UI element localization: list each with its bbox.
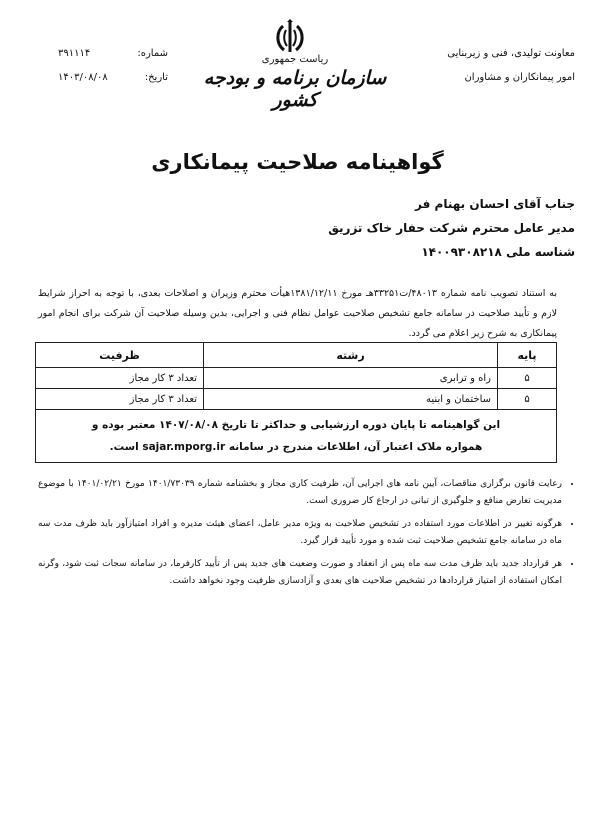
table-header-row bbox=[36, 343, 557, 368]
organization-parent: ریاست جمهوری bbox=[261, 54, 329, 65]
header-meta bbox=[58, 42, 168, 90]
table-row bbox=[36, 368, 557, 389]
validity-note-line-2: همواره ملاک اعتبار آن، اطلاعات مندرج در سامانه sajar.mporg.ir است. bbox=[109, 441, 483, 453]
certificate-title: گواهینامه صلاحیت پیمانکاری bbox=[151, 150, 444, 174]
note-item: • رعایت قانون برگزاری مناقصات، آیین نامه های اجرایی آن، ظرفیت کاری مجاز و بخشنامه شماره ۱۴۰۱/۷۳۰۳۹ مورخ ۱۴۰۱/۰۲/۲۱ با موضوع مدیریت تعارض منافع و جلوگیری از تبانی در ارجاع کار ضروری است. bbox=[38, 476, 562, 510]
organization-title: سازمان برنامه و بودجه کشور bbox=[203, 67, 387, 111]
organization-name bbox=[195, 54, 395, 111]
validity-note-line-1: این گواهینامه تا پایان دوره ارزشیابی و حداکثر تا تاریخ ۱۴۰۷/۰۸/۰۸ معتبر بوده و bbox=[91, 419, 501, 431]
header-base: پایه bbox=[498, 343, 557, 368]
header-department bbox=[425, 42, 575, 90]
notes-list bbox=[38, 476, 578, 596]
addressee-national-id: شناسه ملی ۱۴۰۰۹۳۰۸۲۱۸ bbox=[421, 245, 575, 259]
letter-number-value: ۳۹۱۱۱۴ bbox=[58, 48, 91, 59]
addressee-name: جناب آقای احسان بهنام فر bbox=[415, 197, 575, 211]
letter-number-row bbox=[58, 42, 168, 66]
addressee-block bbox=[155, 192, 575, 264]
row-capacity: تعداد ۳ کار مجاز bbox=[36, 389, 204, 410]
note-item: • هر قرارداد جدید باید ظرف مدت سه ماه پس از انعقاد و صورت وضعیت های جدید پس از تأیید کارفرما، در سامانه سجات ثبت شود، وگرنه امکان استفاده از امتیاز قراردادها در تشخیص صلاحیت های بعدی و آزادسازی ظرفیت وجود نخواهد داشت. bbox=[38, 556, 562, 590]
letter-number-label: شماره: bbox=[137, 48, 168, 59]
letter-date-value: ۱۴۰۳/۰۸/۰۸ bbox=[58, 72, 108, 83]
iran-emblem-icon bbox=[270, 18, 310, 58]
letter-date-row bbox=[58, 66, 168, 90]
row-field: راه و ترابری bbox=[204, 368, 498, 389]
letter-date-label: تاریخ: bbox=[144, 72, 168, 83]
addressee-position: مدیر عامل محترم شرکت حفار خاک تزریق bbox=[328, 221, 575, 235]
department-line-2: امور پیمانکاران و مشاوران bbox=[464, 72, 575, 83]
qualification-table bbox=[35, 342, 557, 463]
note-item: • هرگونه تغییر در اطلاعات مورد استفاده در تشخیص صلاحیت به ویژه مدیر عامل، اعضای هیئت مدیره و افراد امتیازآور باید ظرف مدت سه ماه در سامانه جامع تشخیص صلاحیت ثبت شده و مورد تأیید قرار گیرد. bbox=[38, 516, 562, 550]
header-capacity: ظرفیت bbox=[36, 343, 204, 368]
validity-note bbox=[36, 410, 557, 463]
header-field: رشته bbox=[204, 343, 498, 368]
table-row bbox=[36, 389, 557, 410]
department-line-1: معاونت تولیدی، فنی و زیربنایی bbox=[447, 48, 575, 59]
validity-note-row bbox=[36, 410, 557, 463]
row-base: ۵ bbox=[498, 368, 557, 389]
row-base: ۵ bbox=[498, 389, 557, 410]
body-paragraph: به استناد تصویب نامه شماره ۴۸۰۱۳/ت۳۳۲۵۱هـ مورخ ۱۳۸۱/۱۲/۱۱هیأت محترم وزیران و اصلاحات بعدی، با توجه به احراز شرایط لازم و تأیید صلاحیت در سامانه جامع تشخیص صلاحیت عوامل نظام فنی و اجرایی، بدین وسیله صلاحیت آن شرکت برای انجام امور پیمانکاری به شرح زیر اعلام می گردد. bbox=[38, 288, 557, 339]
row-field: ساختمان و ابنیه bbox=[204, 389, 498, 410]
row-capacity: تعداد ۳ کار مجاز bbox=[36, 368, 204, 389]
